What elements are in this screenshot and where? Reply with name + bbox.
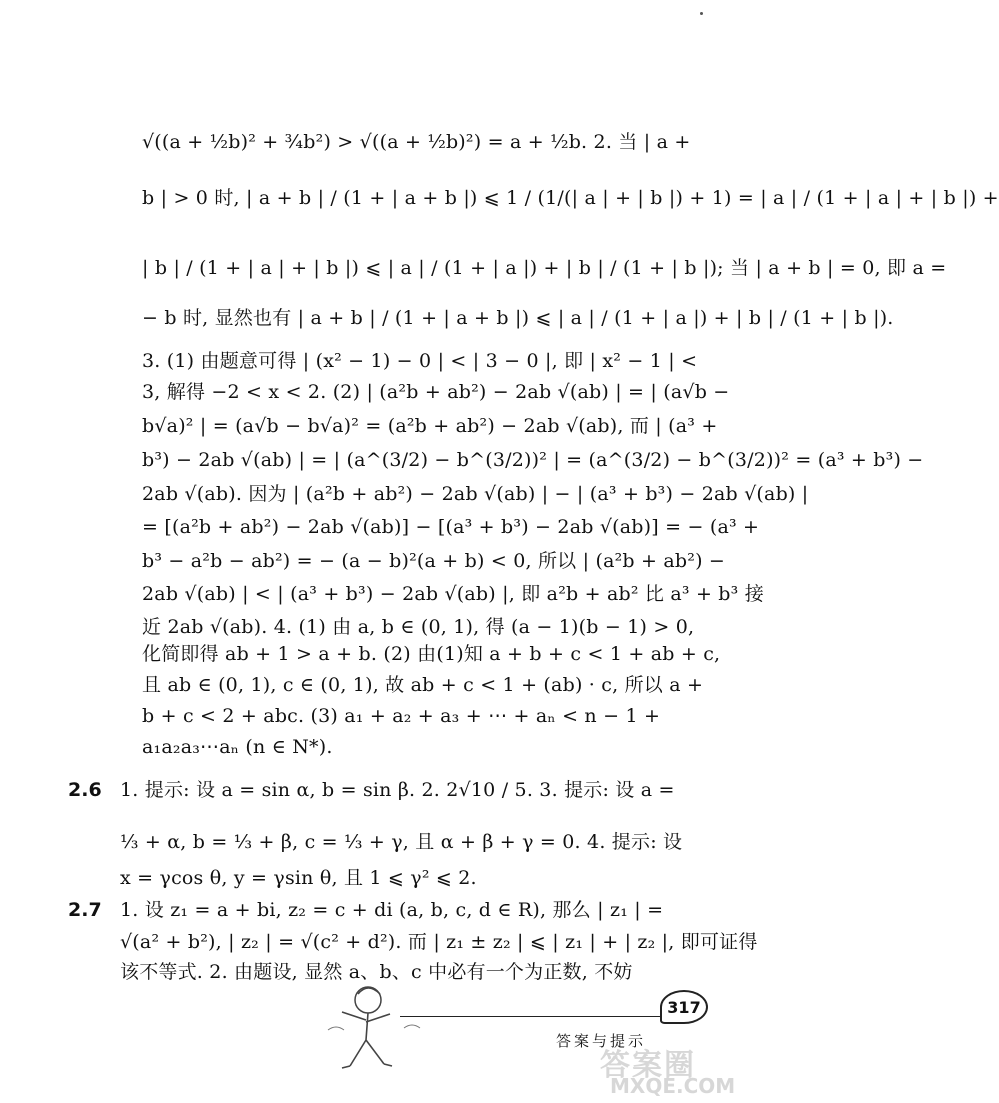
text-line-2: b | > 0 时, | a + b | / (1 + | a + b |) ⩽ 1 / (1/(| a | + | b |) + 1) = | a | / (1 + | a | + | b |) + [142, 187, 999, 209]
text-line-3: | b | / (1 + | a | + | b |) ⩽ | a | / (1 + | a |) + | b | / (1 + | b |); 当 | a + b | = 0, 即 a = [142, 257, 947, 279]
text-line-16: b + c < 2 + abc. (3) a₁ + a₂ + a₃ + ⋯ + aₙ < n − 1 + [142, 705, 661, 727]
page-number: 317 [660, 990, 708, 1024]
text-line-10: = [(a²b + ab²) − 2ab √(ab)] − [(a³ + b³) − 2ab √(ab)] = − (a³ + [142, 516, 760, 538]
text-line-6: 3, 解得 −2 < x < 2. (2) | (a²b + ab²) − 2ab √(ab) | = | (a√b − [142, 381, 730, 403]
sec-2-7-line-3: 该不等式. 2. 由题设, 显然 a、b、c 中必有一个为正数, 不妨 [120, 961, 633, 983]
text-line-15: 且 ab ∈ (0, 1), c ∈ (0, 1), 故 ab + c < 1 + (ab) · c, 所以 a + [142, 674, 704, 696]
footer-rule [400, 1016, 700, 1017]
text-line-7: b√a)² | = (a√b − b√a)² = (a²b + ab²) − 2ab √(ab), 而 | (a³ + [142, 415, 718, 437]
section-number-2-6: 2.6 [68, 779, 102, 801]
sec-2-6-line-1: 1. 提示: 设 a = sin α, b = sin β. 2. 2√10 / 5. 3. 提示: 设 a = [120, 779, 675, 801]
mascot-drawing [320, 978, 430, 1078]
sec-2-7-line-2: √(a² + b²), | z₂ | = √(c² + d²). 而 | z₁ ± z₂ | ⩽ | z₁ | + | z₂ |, 即可证得 [120, 931, 758, 953]
text-line-5: 3. (1) 由题意可得 | (x² − 1) − 0 | < | 3 − 0 |, 即 | x² − 1 | < [142, 350, 698, 372]
speck [700, 12, 703, 15]
sec-2-7-line-1: 1. 设 z₁ = a + bi, z₂ = c + di (a, b, c, d ∈ R), 那么 | z₁ | = [120, 899, 664, 921]
text-line-9: 2ab √(ab). 因为 | (a²b + ab²) − 2ab √(ab) | − | (a³ + b³) − 2ab √(ab) | [142, 483, 809, 505]
text-line-8: b³) − 2ab √(ab) | = | (a^(3/2) − b^(3/2))² | = (a^(3/2) − b^(3/2))² = (a³ + b³) − [142, 449, 924, 471]
text-line-17: a₁a₂a₃⋯aₙ (n ∈ N*). [142, 736, 333, 758]
text-line-4: − b 时, 显然也有 | a + b | / (1 + | a + b |) ⩽ | a | / (1 + | a |) + | b | / (1 + | b |). [142, 307, 894, 329]
text-line-13: 近 2ab √(ab). 4. (1) 由 a, b ∈ (0, 1), 得 (a − 1)(b − 1) > 0, [142, 616, 695, 638]
sec-2-6-line-2: ⅓ + α, b = ⅓ + β, c = ⅓ + γ, 且 α + β + γ = 0. 4. 提示: 设 [120, 831, 683, 853]
text-line-11: b³ − a²b − ab²) = − (a − b)²(a + b) < 0, 所以 | (a²b + ab²) − [142, 550, 726, 572]
watermark-url: MXQE.COM [610, 1074, 736, 1098]
text-line-1: √((a + ½b)² + ¾b²) > √((a + ½b)²) = a + ½b. 2. 当 | a + [142, 131, 691, 153]
section-number-2-7: 2.7 [68, 899, 102, 921]
text-line-12: 2ab √(ab) | < | (a³ + b³) − 2ab √(ab) |, 即 a²b + ab² 比 a³ + b³ 接 [142, 583, 764, 605]
sec-2-6-line-3: x = γcos θ, y = γsin θ, 且 1 ⩽ γ² ⩽ 2. [120, 867, 477, 889]
text-line-14: 化简即得 ab + 1 > a + b. (2) 由(1)知 a + b + c < 1 + ab + c, [142, 643, 721, 665]
footer-section-title: 答案与提示 [556, 1032, 647, 1050]
watermark-logo: 答案圈 [600, 1048, 696, 1083]
